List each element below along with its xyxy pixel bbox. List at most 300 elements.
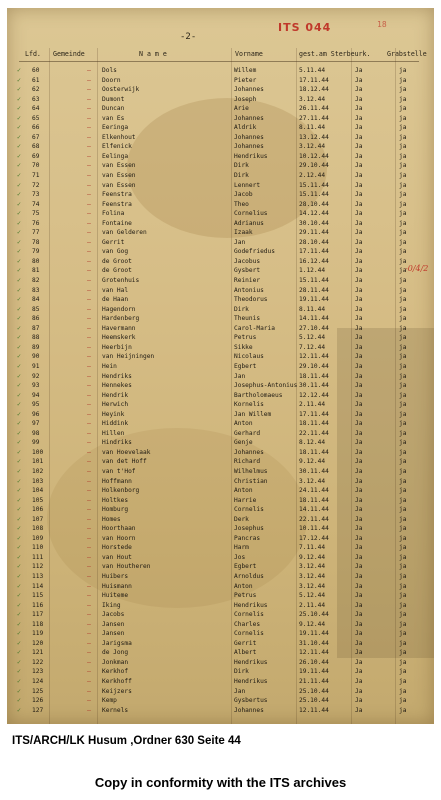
row-number: 106 xyxy=(32,506,44,514)
row-number: 62 xyxy=(32,86,40,94)
row-name: van Heijningen xyxy=(102,353,155,361)
row-plot: ja xyxy=(399,95,407,103)
red-dash-mark: – xyxy=(87,247,91,256)
red-dash-mark: – xyxy=(87,619,91,628)
row-first-name: Jan xyxy=(234,238,246,246)
check-mark-icon: ✓ xyxy=(17,381,21,390)
row-death-date: 18.11.44 xyxy=(299,496,329,504)
check-mark-icon: ✓ xyxy=(17,705,21,714)
row-plot: ja xyxy=(399,525,407,533)
red-dash-mark: – xyxy=(87,657,91,666)
row-name: Heemskerk xyxy=(102,334,136,342)
table-row xyxy=(7,524,434,534)
stamp-mark: 18 xyxy=(377,20,387,29)
check-mark-icon: ✓ xyxy=(17,600,21,609)
row-first-name: Harrie xyxy=(234,496,257,504)
row-name: Hindriks xyxy=(102,439,132,447)
row-number: 70 xyxy=(32,162,40,170)
row-first-name: Jos xyxy=(234,553,246,561)
row-first-name: Petrus xyxy=(234,334,257,342)
row-plot: ja xyxy=(399,687,407,695)
row-death-date: 10.11.44 xyxy=(299,525,329,533)
table-row xyxy=(7,286,434,296)
check-mark-icon: ✓ xyxy=(17,686,21,695)
red-dash-mark: – xyxy=(87,524,91,533)
row-first-name: Pieter xyxy=(234,76,257,84)
red-dash-mark: – xyxy=(87,371,91,380)
red-dash-mark: – xyxy=(87,323,91,332)
row-first-name: Dirk xyxy=(234,172,249,180)
row-death-date: 16.12.44 xyxy=(299,257,329,265)
row-death-date: 5.12.44 xyxy=(299,334,326,342)
row-number: 90 xyxy=(32,353,40,361)
red-dash-mark: – xyxy=(87,677,91,685)
row-grave: Ja xyxy=(355,124,363,132)
check-mark-icon: ✓ xyxy=(17,400,21,409)
row-name: Jansen xyxy=(102,630,125,638)
row-grave: Ja xyxy=(355,448,363,456)
row-death-date: 25.10.44 xyxy=(299,611,329,619)
row-name: Kerkhoff xyxy=(102,678,132,685)
row-first-name: Godefriedus xyxy=(234,248,275,256)
row-name: Hennekes xyxy=(102,382,132,390)
row-number: 105 xyxy=(32,496,44,504)
table-row xyxy=(7,582,434,592)
table-row xyxy=(7,667,434,677)
header-number: Lfd. xyxy=(25,50,41,58)
row-number: 126 xyxy=(32,697,44,705)
check-mark-icon: ✓ xyxy=(17,171,21,180)
row-number: 92 xyxy=(32,372,40,380)
row-grave: Ja xyxy=(355,238,363,246)
row-grave: Ja xyxy=(355,229,363,237)
red-dash-mark: – xyxy=(87,295,91,304)
red-dash-mark: – xyxy=(87,696,91,705)
check-mark-icon: ✓ xyxy=(17,237,21,246)
row-name: Kernels xyxy=(102,706,129,714)
red-dash-mark: – xyxy=(87,237,91,246)
check-mark-icon: ✓ xyxy=(17,190,21,199)
table-row xyxy=(7,133,434,143)
check-mark-icon: ✓ xyxy=(17,85,21,94)
row-name: Huibers xyxy=(102,572,129,580)
row-grave: Ja xyxy=(355,105,363,113)
row-plot: ja xyxy=(399,496,407,504)
check-mark-icon: ✓ xyxy=(17,419,21,428)
check-mark-icon: ✓ xyxy=(17,256,21,265)
table-row xyxy=(7,477,434,487)
row-number: 127 xyxy=(32,706,44,714)
check-mark-icon: ✓ xyxy=(17,562,21,571)
row-first-name: Dirk xyxy=(234,305,249,313)
row-death-date: 26.11.44 xyxy=(299,105,329,113)
red-dash-mark: – xyxy=(87,505,91,514)
check-mark-icon: ✓ xyxy=(17,266,21,275)
row-first-name: Willem xyxy=(234,67,257,74)
check-mark-icon: ✓ xyxy=(17,457,21,466)
row-first-name: Petrus xyxy=(234,592,257,600)
row-number: 91 xyxy=(32,362,40,370)
row-plot: ja xyxy=(399,630,407,638)
header-name: N a m e xyxy=(139,50,167,58)
row-name: Huiteme xyxy=(102,592,129,600)
row-death-date: 22.11.44 xyxy=(299,515,329,523)
row-first-name: Jan Willem xyxy=(234,410,272,418)
row-grave: Ja xyxy=(355,420,363,428)
row-death-date: 29.10.44 xyxy=(299,362,329,370)
row-death-date: 27.11.44 xyxy=(299,114,329,122)
red-dash-mark: – xyxy=(87,610,91,619)
row-first-name: Richard xyxy=(234,458,261,466)
row-plot: ja xyxy=(399,343,407,351)
table-row xyxy=(7,496,434,506)
row-number: 112 xyxy=(32,563,44,571)
red-dash-mark: – xyxy=(87,495,91,504)
row-grave: Ja xyxy=(355,639,363,647)
row-death-date: 5.12.44 xyxy=(299,592,326,600)
row-grave: Ja xyxy=(355,143,363,151)
row-name: Horstede xyxy=(102,544,132,552)
row-number: 60 xyxy=(32,67,40,74)
row-grave: Ja xyxy=(355,172,363,180)
row-death-date: 18.11.44 xyxy=(299,372,329,380)
check-mark-icon: ✓ xyxy=(17,304,21,313)
red-dash-mark: – xyxy=(87,562,91,571)
row-first-name: Hendrikus xyxy=(234,678,268,685)
table-row xyxy=(7,238,434,248)
row-plot: ja xyxy=(399,334,407,342)
table-row xyxy=(7,76,434,86)
row-plot: ja xyxy=(399,544,407,552)
table-row xyxy=(7,620,434,630)
row-number: 71 xyxy=(32,172,40,180)
table-row xyxy=(7,324,434,334)
red-dash-mark: – xyxy=(87,533,91,542)
row-grave: Ja xyxy=(355,544,363,552)
row-first-name: Johannes xyxy=(234,114,264,122)
row-first-name: Nicolaus xyxy=(234,353,264,361)
check-mark-icon: ✓ xyxy=(17,371,21,380)
row-number: 94 xyxy=(32,391,40,399)
red-dash-mark: – xyxy=(87,466,91,475)
row-number: 88 xyxy=(32,334,40,342)
row-number: 81 xyxy=(32,267,40,275)
table-row xyxy=(7,639,434,649)
row-death-date: 14.11.44 xyxy=(299,315,329,323)
row-death-date: 12.11.44 xyxy=(299,649,329,657)
row-first-name: Theo xyxy=(234,200,249,208)
archive-caption: ITS/ARCH/LK Husum ,Ordner 630 Seite 44 xyxy=(12,735,241,747)
row-death-date: 18.11.44 xyxy=(299,420,329,428)
row-first-name: Aldrik xyxy=(234,124,257,132)
row-number: 67 xyxy=(32,133,40,141)
row-name: Havermann xyxy=(102,324,136,332)
row-number: 125 xyxy=(32,687,44,695)
row-death-date: 1.12.44 xyxy=(299,267,326,275)
check-mark-icon: ✓ xyxy=(17,696,21,705)
check-mark-icon: ✓ xyxy=(17,352,21,361)
table-row xyxy=(7,696,434,706)
red-dash-mark: – xyxy=(87,266,91,275)
row-grave: Ja xyxy=(355,334,363,342)
row-number: 108 xyxy=(32,525,44,533)
row-death-date: 7.12.44 xyxy=(299,343,326,351)
table-row xyxy=(7,314,434,324)
row-grave: Ja xyxy=(355,429,363,437)
red-dash-mark: – xyxy=(87,543,91,552)
row-death-date: 25.10.44 xyxy=(299,697,329,705)
check-mark-icon: ✓ xyxy=(17,333,21,342)
table-row xyxy=(7,448,434,458)
check-mark-icon: ✓ xyxy=(17,667,21,676)
row-plot: ja xyxy=(399,296,407,304)
row-number: 76 xyxy=(32,219,40,227)
red-dash-mark: – xyxy=(87,381,91,390)
row-plot: ja xyxy=(399,439,407,447)
row-death-date: 31.10.44 xyxy=(299,639,329,647)
row-grave: Ja xyxy=(355,630,363,638)
row-grave: Ja xyxy=(355,267,363,275)
row-death-date: 28.11.44 xyxy=(299,286,329,294)
row-plot: ja xyxy=(399,143,407,151)
check-mark-icon: ✓ xyxy=(17,218,21,227)
row-number: 109 xyxy=(32,534,44,542)
red-dash-mark: – xyxy=(87,419,91,428)
row-number: 104 xyxy=(32,487,44,495)
red-dash-mark: – xyxy=(87,581,91,590)
table-row xyxy=(7,200,434,210)
check-mark-icon: ✓ xyxy=(17,524,21,533)
row-name: van Gog xyxy=(102,248,129,256)
row-number: 80 xyxy=(32,257,40,265)
check-mark-icon: ✓ xyxy=(17,132,21,141)
check-mark-icon: ✓ xyxy=(17,323,21,332)
row-grave: Ja xyxy=(355,563,363,571)
row-death-date: 12.11.44 xyxy=(299,706,329,714)
row-name: Kerkhof xyxy=(102,668,129,676)
row-first-name: Dirk xyxy=(234,668,249,676)
row-first-name: Johannes xyxy=(234,706,264,714)
header-community: Gemeinde xyxy=(53,50,85,58)
row-plot: ja xyxy=(399,534,407,542)
row-name: de Groot xyxy=(102,257,132,265)
row-death-date: 17.11.44 xyxy=(299,76,329,84)
row-name: Jarigsma xyxy=(102,639,132,647)
check-mark-icon: ✓ xyxy=(17,638,21,647)
row-grave: Ja xyxy=(355,362,363,370)
table-row xyxy=(7,209,434,219)
row-first-name: Gerrit xyxy=(234,639,257,647)
red-dash-mark: – xyxy=(87,638,91,647)
check-mark-icon: ✓ xyxy=(17,247,21,256)
row-name: van Hoevelaak xyxy=(102,448,151,456)
row-name: Iking xyxy=(102,601,121,609)
row-number: 116 xyxy=(32,601,44,609)
row-plot: ja xyxy=(399,133,407,141)
row-first-name: Egbert xyxy=(234,362,257,370)
row-plot: ja xyxy=(399,678,407,685)
red-dash-mark: – xyxy=(87,629,91,638)
check-mark-icon: ✓ xyxy=(17,161,21,170)
row-first-name: Lennert xyxy=(234,181,261,189)
red-dash-mark: – xyxy=(87,686,91,695)
row-name: Eelinga xyxy=(102,152,129,160)
row-number: 100 xyxy=(32,448,44,456)
red-dash-mark: – xyxy=(87,342,91,351)
check-mark-icon: ✓ xyxy=(17,342,21,351)
check-mark-icon: ✓ xyxy=(17,447,21,456)
row-name: Homburg xyxy=(102,506,129,514)
row-grave: Ja xyxy=(355,506,363,514)
red-dash-mark: – xyxy=(87,75,91,84)
row-name: Grotenhuis xyxy=(102,277,140,285)
row-number: 66 xyxy=(32,124,40,132)
check-mark-icon: ✓ xyxy=(17,123,21,132)
red-dash-mark: – xyxy=(87,132,91,141)
row-death-date: 7.11.44 xyxy=(299,544,326,552)
row-death-date: 28.10.44 xyxy=(299,200,329,208)
row-plot: ja xyxy=(399,353,407,361)
row-number: 68 xyxy=(32,143,40,151)
red-dash-mark: – xyxy=(87,276,91,285)
red-dash-mark: – xyxy=(87,161,91,170)
red-dash-mark: – xyxy=(87,199,91,208)
row-name: van t'Hof xyxy=(102,467,136,475)
row-plot: ja xyxy=(399,305,407,313)
row-death-date: 18.12.44 xyxy=(299,86,329,94)
row-first-name: Derk xyxy=(234,515,249,523)
header-first-name: Vorname xyxy=(235,50,263,58)
row-name: van Es xyxy=(102,114,125,122)
row-death-date: 3.12.44 xyxy=(299,143,326,151)
row-plot: ja xyxy=(399,114,407,122)
row-plot: ja xyxy=(399,553,407,561)
check-mark-icon: ✓ xyxy=(17,409,21,418)
table-row xyxy=(7,419,434,429)
row-death-date: 8.11.44 xyxy=(299,305,326,313)
check-mark-icon: ✓ xyxy=(17,361,21,370)
table-row xyxy=(7,372,434,382)
row-name: Feenstra xyxy=(102,191,132,199)
row-first-name: Harm xyxy=(234,544,249,552)
row-grave: Ja xyxy=(355,649,363,657)
check-mark-icon: ✓ xyxy=(17,113,21,122)
red-dash-mark: – xyxy=(87,400,91,409)
row-plot: ja xyxy=(399,592,407,600)
row-first-name: Johannes xyxy=(234,133,264,141)
table-row xyxy=(7,438,434,448)
row-plot: ja xyxy=(399,105,407,113)
row-name: Gerrit xyxy=(102,238,125,246)
red-dash-mark: – xyxy=(87,409,91,418)
row-number: 65 xyxy=(32,114,40,122)
table-row xyxy=(7,706,434,716)
row-plot: ja xyxy=(399,200,407,208)
row-first-name: Joseph xyxy=(234,95,257,103)
row-number: 122 xyxy=(32,658,44,666)
row-first-name: Sikke xyxy=(234,343,253,351)
row-plot: ja xyxy=(399,210,407,218)
row-death-date: 2.12.44 xyxy=(299,172,326,180)
row-plot: ja xyxy=(399,487,407,495)
red-dash-mark: – xyxy=(87,333,91,342)
row-grave: Ja xyxy=(355,697,363,705)
row-death-date: 27.10.44 xyxy=(299,324,329,332)
red-dash-mark: – xyxy=(87,113,91,122)
check-mark-icon: ✓ xyxy=(17,151,21,160)
row-death-date: 10.12.44 xyxy=(299,152,329,160)
row-grave: Ja xyxy=(355,658,363,666)
row-death-date: 8.12.44 xyxy=(299,439,326,447)
row-first-name: Wilhelmus xyxy=(234,467,268,475)
red-dash-mark: – xyxy=(87,304,91,313)
row-plot: ja xyxy=(399,315,407,323)
row-number: 61 xyxy=(32,76,40,84)
row-plot: ja xyxy=(399,448,407,456)
row-grave: Ja xyxy=(355,191,363,199)
check-mark-icon: ✓ xyxy=(17,619,21,628)
row-first-name: Hendrikus xyxy=(234,658,268,666)
row-number: 102 xyxy=(32,467,44,475)
row-name: van Gelderen xyxy=(102,229,147,237)
check-mark-icon: ✓ xyxy=(17,677,21,685)
row-grave: Ja xyxy=(355,687,363,695)
row-first-name: Arie xyxy=(234,105,249,113)
row-plot: ja xyxy=(399,601,407,609)
check-mark-icon: ✓ xyxy=(17,199,21,208)
row-first-name: Anton xyxy=(234,420,253,428)
row-number: 111 xyxy=(32,553,44,561)
check-mark-icon: ✓ xyxy=(17,571,21,580)
row-grave: Ja xyxy=(355,315,363,323)
header-rule xyxy=(19,61,419,62)
row-first-name: Jacob xyxy=(234,191,253,199)
red-dash-mark: – xyxy=(87,285,91,294)
red-dash-mark: – xyxy=(87,600,91,609)
row-name: Fontaine xyxy=(102,219,132,227)
row-grave: Ja xyxy=(355,620,363,628)
row-death-date: 15.11.44 xyxy=(299,277,329,285)
row-death-date: 14.12.44 xyxy=(299,210,329,218)
red-dash-mark: – xyxy=(87,390,91,399)
table-row xyxy=(7,142,434,152)
row-number: 113 xyxy=(32,572,44,580)
row-first-name: Cornelius xyxy=(234,210,268,218)
row-first-name: Gysbert xyxy=(234,267,261,275)
table-row xyxy=(7,505,434,515)
row-death-date: 18.11.44 xyxy=(299,448,329,456)
row-number: 63 xyxy=(32,95,40,103)
row-number: 83 xyxy=(32,286,40,294)
row-first-name: Jan xyxy=(234,687,246,695)
row-first-name: Theodorus xyxy=(234,296,268,304)
row-plot: ja xyxy=(399,620,407,628)
row-grave: Ja xyxy=(355,391,363,399)
row-grave: Ja xyxy=(355,382,363,390)
table-row xyxy=(7,486,434,496)
row-plot: ja xyxy=(399,639,407,647)
row-number: 95 xyxy=(32,401,40,409)
row-plot: ja xyxy=(399,477,407,485)
row-plot: ja xyxy=(399,267,407,275)
row-death-date: 3.12.44 xyxy=(299,95,326,103)
row-first-name: Charles xyxy=(234,620,261,628)
row-name: Kemp xyxy=(102,697,117,705)
row-plot: ja xyxy=(399,649,407,657)
row-number: 82 xyxy=(32,277,40,285)
row-number: 86 xyxy=(32,315,40,323)
row-number: 117 xyxy=(32,611,44,619)
